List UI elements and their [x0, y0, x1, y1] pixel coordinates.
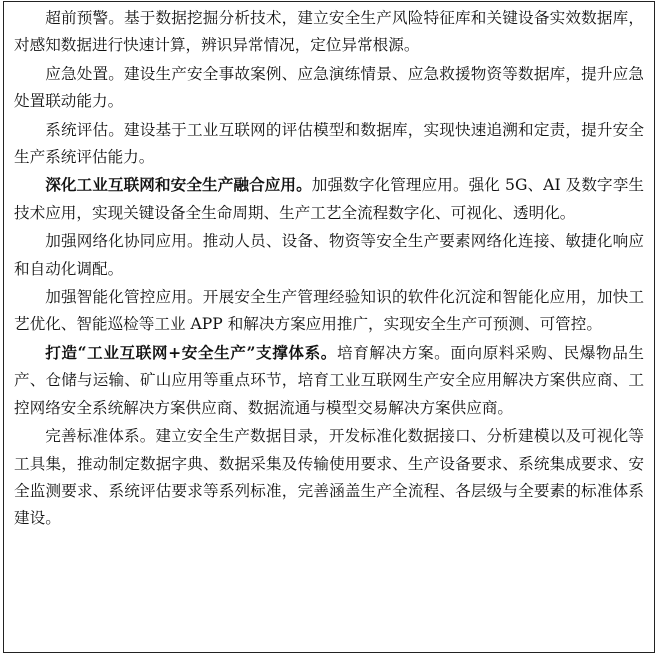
paragraph-text: 加强网络化协同应用。推动人员、设备、物资等安全生产要素网络化连接、敏捷化响应和自动化调配。	[14, 232, 644, 278]
paragraph-text: 加强数字化管理应用。强化 5G、AI 及数字孪生技术应用，实现关键设备全生命周期、生产工艺全流程数字化、可视化、透明化。	[14, 176, 644, 222]
paragraph-text: 完善标准体系。建立安全生产数据目录，开发标准化数据接口、分析建模以及可视化等工具集，推动制定数据字典、数据采集及传输使用要求、生产设备要求、系统集成要求、安全监测要求、系统评估要求等系列标准，完善涵盖生产全流程、各层级与全要素的标准体系建设。	[14, 427, 644, 528]
paragraph-text: 加强智能化管控应用。开展安全生产管理经验知识的软件化沉淀和智能化应用，加快工艺优化、智能巡检等工业 APP 和解决方案应用推广，实现安全生产可预测、可管控。	[14, 288, 644, 334]
paragraph-network-collaboration	[14, 227, 644, 283]
paragraph-lead: 打造“工业互联网+安全生产”支撑体系。	[45, 342, 337, 362]
paragraph-text: 培育解决方案。面向原料采购、民爆物品生产、仓储与运输、矿山应用等重点环节，培育工业互联网生产安全应用解决方案供应商、工控网络安全系统解决方案供应商、数据流通与模型交易解决方案供应商。	[14, 343, 644, 417]
paragraph-intelligent-control	[14, 283, 644, 339]
paragraph-system-evaluation	[14, 116, 644, 172]
paragraph-early-warning	[14, 4, 644, 60]
paragraph-support-system	[14, 339, 644, 422]
paragraph-text: 系统评估。建设基于工业互联网的评估模型和数据库，实现快速追溯和定责，提升安全生产系统评估能力。	[14, 120, 644, 167]
paragraph-text: 应急处置。建设生产安全事故案例、应急演练情景、应急救援物资等数据库，提升应急处置联动能力。	[14, 64, 644, 111]
paragraph-lead: 深化工业互联网和安全生产融合应用。	[45, 175, 312, 195]
paragraph-emergency-response	[14, 60, 644, 116]
paragraph-standard-system	[14, 422, 644, 533]
paragraph-deepen-integration	[14, 171, 644, 227]
paragraph-text: 超前预警。基于数据挖掘分析技术，建立安全生产风险特征库和关键设备实效数据库，对感知数据进行快速计算，辨识异常情况，定位异常根源。	[14, 9, 644, 55]
document-page	[3, 1, 655, 653]
